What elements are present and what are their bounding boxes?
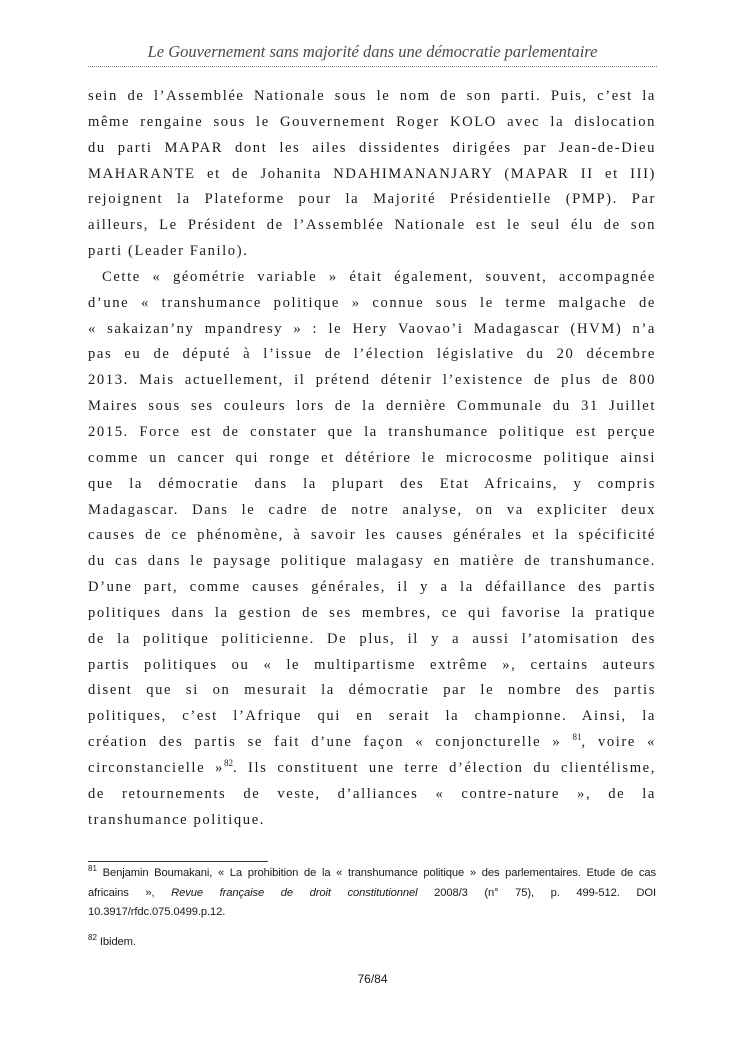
- text-line: que la démocratie dans la plupart des Etat Africains, y compris: [88, 475, 656, 492]
- body-text: [88, 84, 656, 833]
- footnote-text: Benjamin Boumakani, « La prohibition de la « transhumance politique » des parlementaires. Etude de cas: [102, 867, 656, 879]
- text-line: disent que si on mesurait la démocratie par le nombre des partis: [88, 682, 656, 699]
- journal-title: Revue française de droit constitutionnel: [171, 886, 418, 899]
- text-line: parti (Leader Fanilo).: [88, 243, 249, 260]
- page-number: 76/84: [357, 972, 388, 986]
- text-line: du parti MAPAR dont les ailes dissidentes dirigées par Jean-de-Dieu: [88, 139, 656, 156]
- footnote-number: 82: [88, 932, 97, 942]
- footnote-number: 81: [88, 864, 97, 873]
- text-line: MAHARANTE et de Johanita NDAHIMANANJARY (MAPAR II et III): [88, 165, 656, 182]
- text-line: « sakaizan’ny mpandresy » : le Hery Vaovao’i Madagascar (HVM) n’a: [88, 320, 656, 337]
- text-line-with-ref-82: [88, 756, 656, 782]
- text-line: sein de l’Assemblée Nationale sous le nom de son parti. Puis, c’est la: [88, 88, 656, 104]
- text-line: 2015. Force est de constater que la transhumance politique est perçue: [88, 423, 656, 440]
- text-line-with-ref-81: [88, 730, 656, 756]
- footnote-81: [88, 864, 656, 923]
- text-line: transhumance politique.: [88, 811, 266, 828]
- text-line: politiques dans la gestion de ses membres, ce qui favorise la pratique: [88, 604, 656, 621]
- text-line: politiques, c’est l’Afrique qui en serait la championne. Ainsi, la: [88, 708, 656, 725]
- footnote-ref-82[interactable]: 82: [223, 757, 233, 768]
- footnote-ref-81[interactable]: 81: [572, 732, 582, 743]
- footnotes: [88, 864, 656, 952]
- text-line: partis politiques ou « le multipartisme extrême », certains auteurs: [88, 656, 656, 673]
- text-line: de retournements de veste, d’alliances « contre-nature », de la: [88, 785, 656, 802]
- text-line: Madagascar. Dans le cadre de notre analyse, on va expliciter deux: [88, 501, 656, 518]
- line-text: circonstancielle »: [88, 759, 224, 776]
- text-line: d’une « transhumance politique » connue sous le terme malgache de: [88, 294, 656, 311]
- text-line: même rengaine sous le Gouvernement Roger KOLO avec la dislocation: [88, 113, 656, 130]
- text-line: de la politique politicienne. De plus, il y a aussi l’atomisation des: [88, 630, 656, 647]
- footnote-separator: [88, 861, 268, 862]
- text-line: 2013. Mais actuellement, il prétend détenir l’existence de plus de 800: [88, 372, 656, 389]
- text-line: causes de ce phénomène, à savoir les causes générales et la spécificité: [88, 527, 656, 544]
- footnote-line: [88, 864, 656, 884]
- footnote-line: [88, 933, 656, 953]
- line-tail: , voire «: [581, 734, 657, 751]
- text-line: Maires sous ses couleurs lors de la dernière Communale du 31 Juillet: [88, 398, 656, 415]
- footnote-line: [88, 884, 656, 904]
- line-tail: . Ils constituent une terre d’élection du clientélisme,: [232, 759, 656, 776]
- footnote-text: 2008/3 (n° 75), p. 499-512. DOI: [434, 886, 657, 899]
- paragraph-start-line: Cette « géométrie variable » était également, souvent, accompagnée: [102, 268, 656, 285]
- text-line: comme un cancer qui ronge et détériore le microcosme politique ainsi: [88, 449, 656, 466]
- text-line: rejoignent la Plateforme pour la Majorité Présidentielle (PMP). Par: [88, 191, 656, 208]
- footnote-text: Ibidem.: [99, 935, 136, 948]
- text-line: ailleurs, Le Président de l’Assemblée Nationale est le seul élu de son: [88, 217, 656, 234]
- running-header: Le Gouvernement sans majorité dans une démocratie parlementaire: [88, 40, 657, 67]
- footnote-82: [88, 933, 656, 953]
- text-line: pas eu de député à l’issue de l’élection législative du 20 décembre: [88, 346, 656, 363]
- text-line: D’une part, comme causes générales, il y a la défaillance des partis: [88, 579, 656, 596]
- text-line: du cas dans le paysage politique malagasy en matière de transhumance.: [88, 553, 656, 570]
- footnote-text: africains »,: [88, 886, 155, 899]
- line-text: création des partis se fait d’une façon « conjoncturelle »: [88, 734, 562, 751]
- footnote-doi[interactable]: 10.3917/rfdc.075.0499.p.12.: [88, 906, 226, 918]
